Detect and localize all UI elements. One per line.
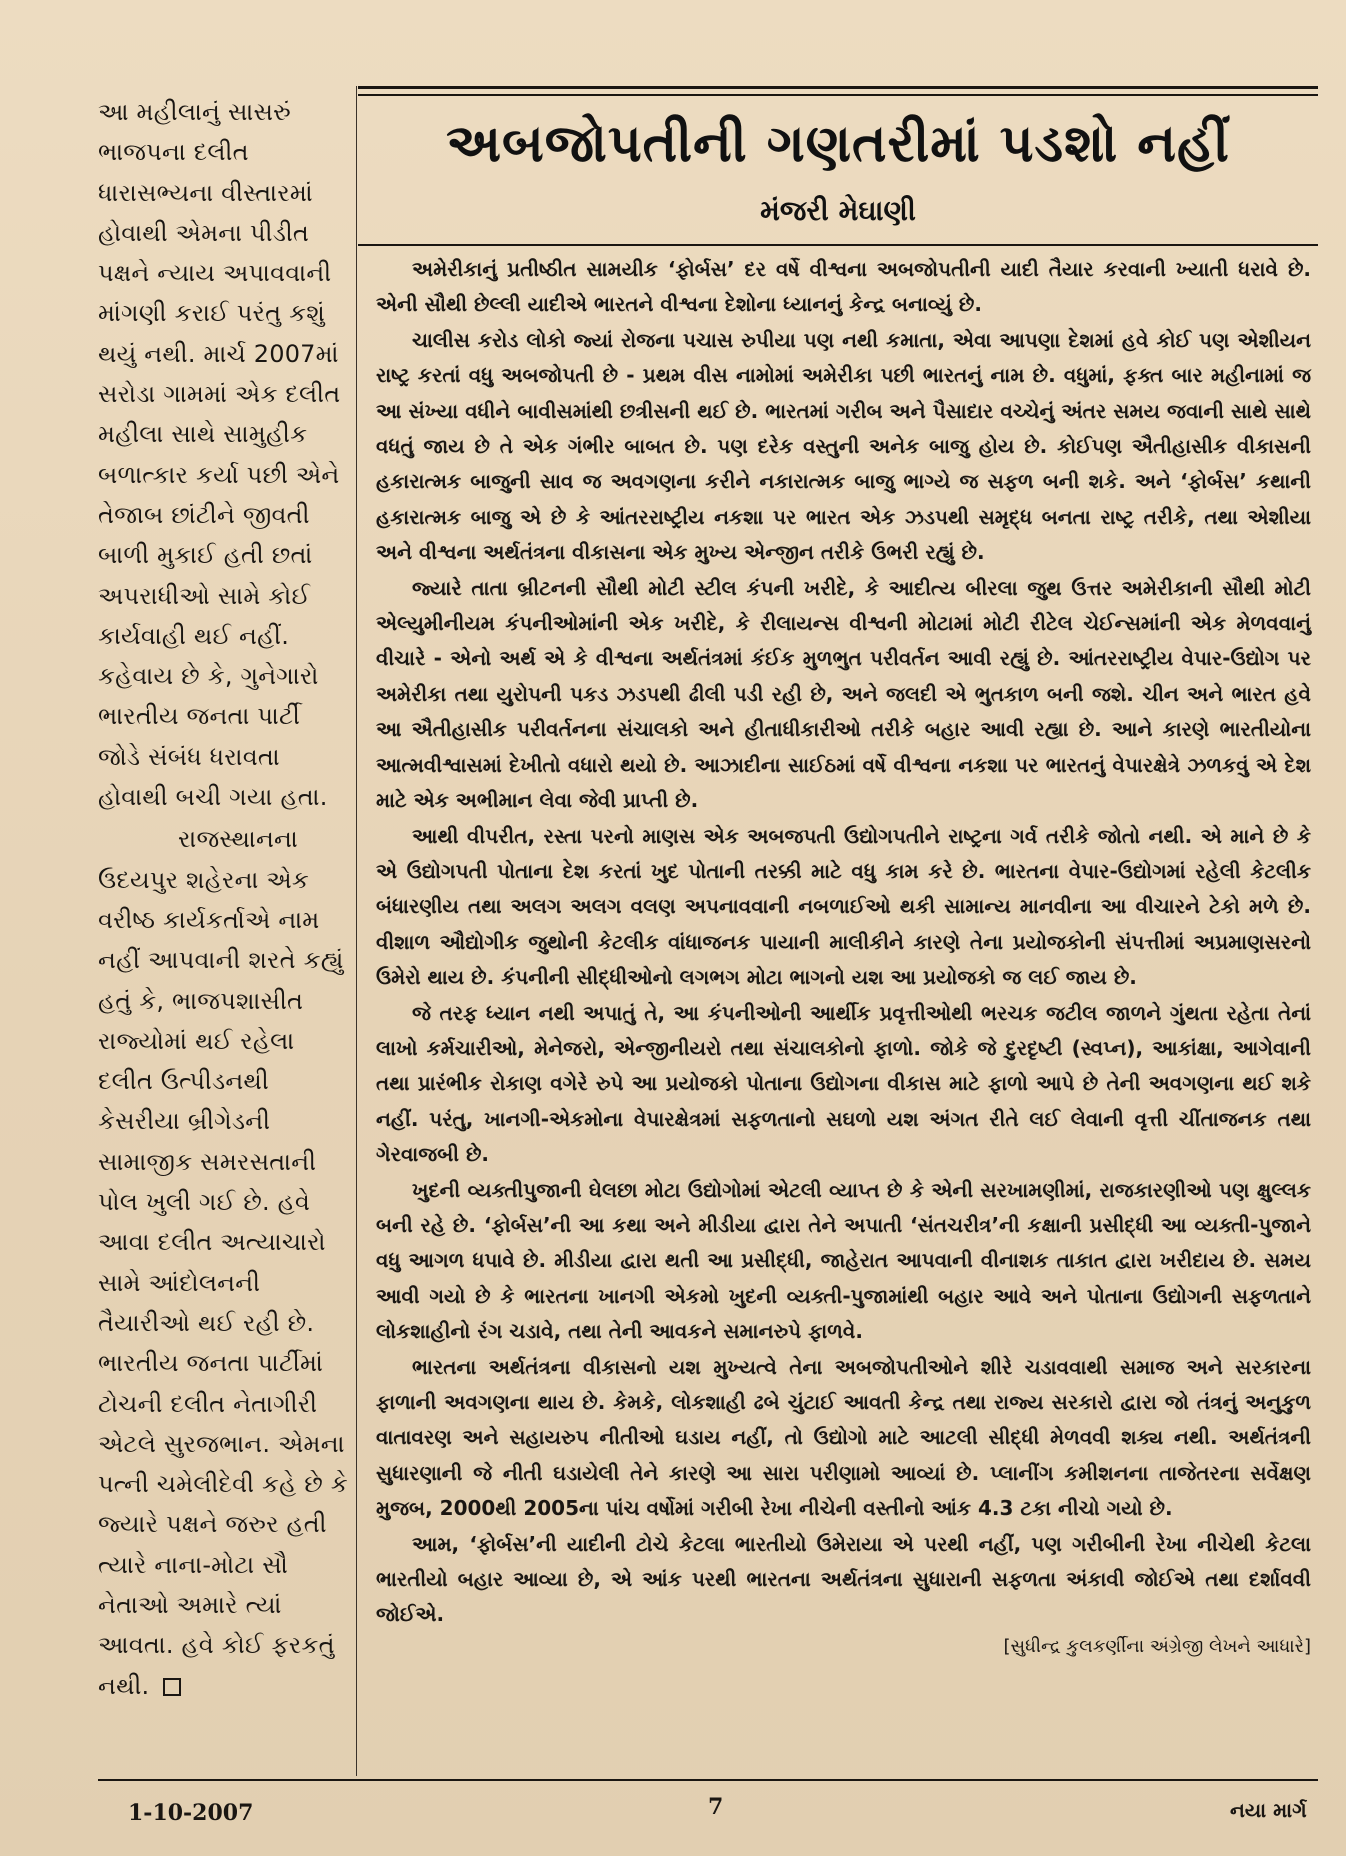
article-paragraph: ચાલીસ કરોડ લોકો જ્યાં રોજના પચાસ રુપીયા પણ નથી કમાતા, એવા આપણા દેશમાં હવે કોઈ પણ એશીયન રાષ્ટ્ર કરતાં વધુ અબજોપતી છે - પ્રથમ વીસ નામોમાં અમેરીકા પછી ભારતનું નામ છે. વધુમાં, ફક્ત બાર મહીનામાં જ આ સંખ્યા વધીને બાવીસમાંથી છત્રીસની થઈ છે. ભારતમાં ગરીબ અને પૈસાદાર વચ્ચેનું અંતર સમય જવાની સાથે સાથે વધતું જાય છે તે એક ગંભીર બાબત છે. પણ દરેક વસ્તુની અનેક બાજુ હોય છે. કોઈપણ ઐતીહાસીક વીકાસની હકારાત્મક બાજુની સાવ જ અવગણના કરીને નકારાત્મક બાજુ ભાગ્યે જ સફળ બની શકે. અને ‘ફોર્બસ’ કથાની હકારાત્મક બાજુ એ છે કે આંતરરાષ્ટ્રીય નકશા પર ભારત એક ઝડપથી સમૃદ્ધ બનતા રાષ્ટ્ર તરીકે, તથા એશીયા અને વીશ્વના અર્થતંત્રના વીકાસના એક મુખ્ય એન્જીન તરીકે ઉભરી રહ્યું છે. (376, 327, 1311, 565)
sidebar-column (98, 92, 348, 1706)
magazine-name: નયા માર્ગ (1230, 1798, 1307, 1822)
header-rule-bottom (358, 244, 1318, 246)
article-paragraph: જ્યારે તાતા બ્રીટનની સૌથી મોટી સ્ટીલ કંપની ખરીદે, કે આદીત્ય બીરલા જુથ ઉત્તર અમેરીકાની સૌથી મોટી એલ્યુમીનીયમ કંપનીઓમાંની એક ખરીદે, કે રીલાયન્સ વીશ્વની મોટામાં મોટી રીટેલ ચેઈન્સમાંની એક મેળવવાનું વીચારે - એનો અર્થ એ કે વીશ્વના અર્થતંત્રમાં કંઈક મુળભુત પરીવર્તન આવી રહ્યું છે. આંતરરાષ્ટ્રીય વેપાર-ઉદ્યોગ પર અમેરીકા તથા યુરોપની પકડ ઝડપથી ઢીલી પડી રહી છે, અને જલદી એ ભુતકાળ બની જશે. ચીન અને ભારત હવે આ ઐતીહાસીક પરીવર્તનના સંચાલકો અને હીતાધીકારીઓ તરીકે બહાર આવી રહ્યા છે. આને કારણે ભારતીયોના આત્મવીશ્વાસમાં દેખીતો વધારો થયો છે. આઝાદીના સાઈઠમાં વર્ષે વીશ્વના નકશા પર ભારતનું વેપારક્ષેત્રે ઝળકવું એ દેશ માટે એક અભીમાન લેવા જેવી પ્રાપ્તી છે. (376, 575, 1311, 813)
article-paragraph: જે તરફ ધ્યાન નથી અપાતું તે, આ કંપનીઓની આર્થીક પ્રવૃત્તીઓથી ભરચક જટીલ જાળને ગુંથતા રહેતા તેનાં લાખો કર્મચારીઓ, મેનેજરો, એન્જીનીયરો તથા સંચાલકોનો ફાળો. જોકે જે દુરદૃષ્ટી (સ્વપ્ન), આકાંક્ષા, આગેવાની તથા પ્રારંભીક રોકાણ વગેરે રુપે આ પ્રયોજકો પોતાના ઉદ્યોગના વીકાસ માટે ફાળો આપે છે તેની અવગણના થઈ શકે નહીં. પરંતુ, ખાનગી-એકમોના વેપારક્ષેત્રમાં સફળતાનો સઘળો યશ અંગત રીતે લઈ લેવાની વૃત્તી ચીંતાજનક તથા ગેરવાજબી છે. (376, 1000, 1311, 1167)
header-rule-top-thin (358, 94, 1318, 96)
end-mark-icon (163, 1678, 181, 1696)
footer-date: 1-10-2007 (128, 1800, 254, 1826)
header-rule-top (358, 86, 1318, 89)
article-paragraph: ભારતના અર્થતંત્રના વીકાસનો યશ મુખ્યત્વે તેના અબજોપતીઓને શીરે ચડાવવાથી સમાજ અને સરકારના ફાળાની અવગણના થાય છે. કેમકે, લોકશાહી ઢબે ચુંટાઈ આવતી કેન્દ્ર તથા રાજ્ય સરકારો દ્વારા જો તંત્રનું અનુકુળ વાતાવરણ અને સહાયરુપ નીતીઓ ઘડાય નહીં, તો ઉદ્યોગો માટે આટલી સીદ્ધી મેળવવી શક્ય નથી. અર્થતંત્રની સુધારણાની જે નીતી ઘડાયેલી તેને કારણે આ સારા પરીણામો આવ્યાં છે. પ્લાનીંગ કમીશનના તાજેતરના સર્વેક્ષણ મુજબ, 2000થી 2005ના પાંચ વર્ષોમાં ગરીબી રેખા નીચેની વસ્તીનો આંક 4.3 ટકા નીચો ગયો છે. (376, 1354, 1311, 1521)
article-paragraph: અમેરીકાનું પ્રતીષ્ઠીત સામયીક ‘ફોર્બસ’ દર વર્ષે વીશ્વના અબજોપતીની યાદી તૈયાર કરવાની ખ્યાતી ધરાવે છે. એની સૌથી છેલ્લી યાદીએ ભારતને વીશ્વના દેશોના ધ્યાનનું કેન્દ્ર બનાવ્યું છે. (376, 257, 1311, 317)
page-number: 7 (708, 1794, 724, 1820)
article-header (358, 86, 1318, 246)
footer-rule (98, 1779, 1318, 1781)
article-headline: અબજોપતીની ગણતરીમાં પડશો નહીં (446, 114, 1230, 174)
article-paragraph: ખુદની વ્યક્તીપુજાની ઘેલછા મોટા ઉદ્યોગોમાં એટલી વ્યાપ્ત છે કે એની સરખામણીમાં, રાજકારણીઓ પણ ક્ષુલ્લક બની રહે છે. ‘ફોર્બસ’ની આ કથા અને મીડીયા દ્વારા તેને અપાતી ‘સંતચરીત્ર’ની કક્ષાની પ્રસીદ્ધી આ વ્યક્તી-પુજાને વધુ આગળ ધપાવે છે. મીડીયા દ્વારા થતી આ પ્રસીદ્ધી, જાહેરાત આપવાની વીનાશક તાકાત દ્વારા ખરીદાય છે. સમય આવી ગયો છે કે ભારતના ખાનગી એકમો ખુદની વ્યક્તી-પુજામાંથી બહાર આવે અને પોતાના ઉદ્યોગની સફળતાને લોકશાહીનો રંગ ચડાવે, તથા તેની આવકને સમાનરુપે ફાળવે. (376, 1177, 1311, 1344)
column-divider (356, 86, 357, 1776)
article-paragraph: આમ, ‘ફોર્બસ’ની યાદીની ટોચે કેટલા ભારતીયો ઉમેરાયા એ પરથી નહીં, પણ ગરીબીની રેખા નીચેથી કેટલા ભારતીયો બહાર આવ્યા છે, એ આંક પરથી ભારતના અર્થતંત્રના સુધારાની સફળતા અંકાવી જોઈએ તથા દર્શાવવી જોઈએ. (376, 1531, 1311, 1627)
article-paragraph: આથી વીપરીત, રસ્તા પરનો માણસ એક અબજપતી ઉદ્યોગપતીને રાષ્ટ્રના ગર્વ તરીકે જોતો નથી. એ માને છે કે એ ઉદ્યોગપતી પોતાના દેશ કરતાં ખુદ પોતાની તરક્કી માટે વધુ કામ કરે છે. ભારતના વેપાર-ઉદ્યોગમાં રહેલી કેટલીક બંધારણીય તથા અલગ અલગ વલણ અપનાવવાની નબળાઈઓ થકી સામાન્ય માનવીના આ વીચારને ટેકો મળે છે. વીશાળ ઔદ્યોગીક જુથોની કેટલીક વાંધાજનક પાયાની માલીકીને કારણે તેના પ્રયોજકોની સંપત્તીમાં અપ્રમાણસરનો ઉમેરો થાય છે. કંપનીની સીદ્ધીઓનો લગભગ મોટા ભાગનો યશ આ પ્રયોજકો જ લઈ જાય છે. (376, 823, 1311, 990)
sidebar-paragraph-1: આ મહીલાનું સાસરું ભાજપના દલીત ધારાસભ્યના વીસ્તારમાં હોવાથી એમના પીડીત પક્ષને ન્યાય અપાવવાની માંગણી કરાઈ પરંતુ કશું થયું નથી. માર્ચ 2007માં સરોડા ગામમાં એક દલીત મહીલા સાથે સામુહીક બળાત્કાર કર્યા પછી એને તેજાબ છાંટીને જીવતી બાળી મુકાઈ હતી છતાં અપરાધીઓ સામે કોઈ કાર્યવાહી થઈ નહીં. કહેવાય છે કે, ગુનેગારો ભારતીય જનતા પાર્ટી જોડે સંબંધ ધરાવતા હોવાથી બચી ગયા હતા. (98, 98, 341, 812)
article-author: મંજરી મેઘાણી (760, 194, 916, 227)
sidebar-paragraph-2: રાજસ્થાનના ઉદયપુર શહેરના એક વરીષ્ઠ કાર્યકર્તાએ નામ નહીં આપવાની શરતે કહ્યું હતું કે, ભાજપશાસીત રાજ્યોમાં થઈ રહેલા દલીત ઉત્પીડનથી કેસરીયા બ્રીગેડની સામાજીક સમરસતાની પોલ ખુલી ગઈ છે. હવે આવા દલીત અત્યાચારો સામે આંદોલનની તૈયારીઓ થઈ રહી છે. ભારતીય જનતા પાર્ટીમાં ટોચની દલીત નેતાગીરી એટલે સુરજભાન. એમના પત્ની ચમેલીદેવી કહે છે કે જ્યારે પક્ષને જરુર હતી ત્યારે નાના-મોટા સૌ નેતાઓ અમારે ત્યાં આવતા. હવે કોઈ ફરકતું નથી. (98, 825, 348, 1700)
article-source-credit: [સુધીન્દ્ર કુલકર્ણીના અંગ્રેજી લેખને આધારે] (1003, 1635, 1311, 1657)
article-body (376, 252, 1311, 1664)
